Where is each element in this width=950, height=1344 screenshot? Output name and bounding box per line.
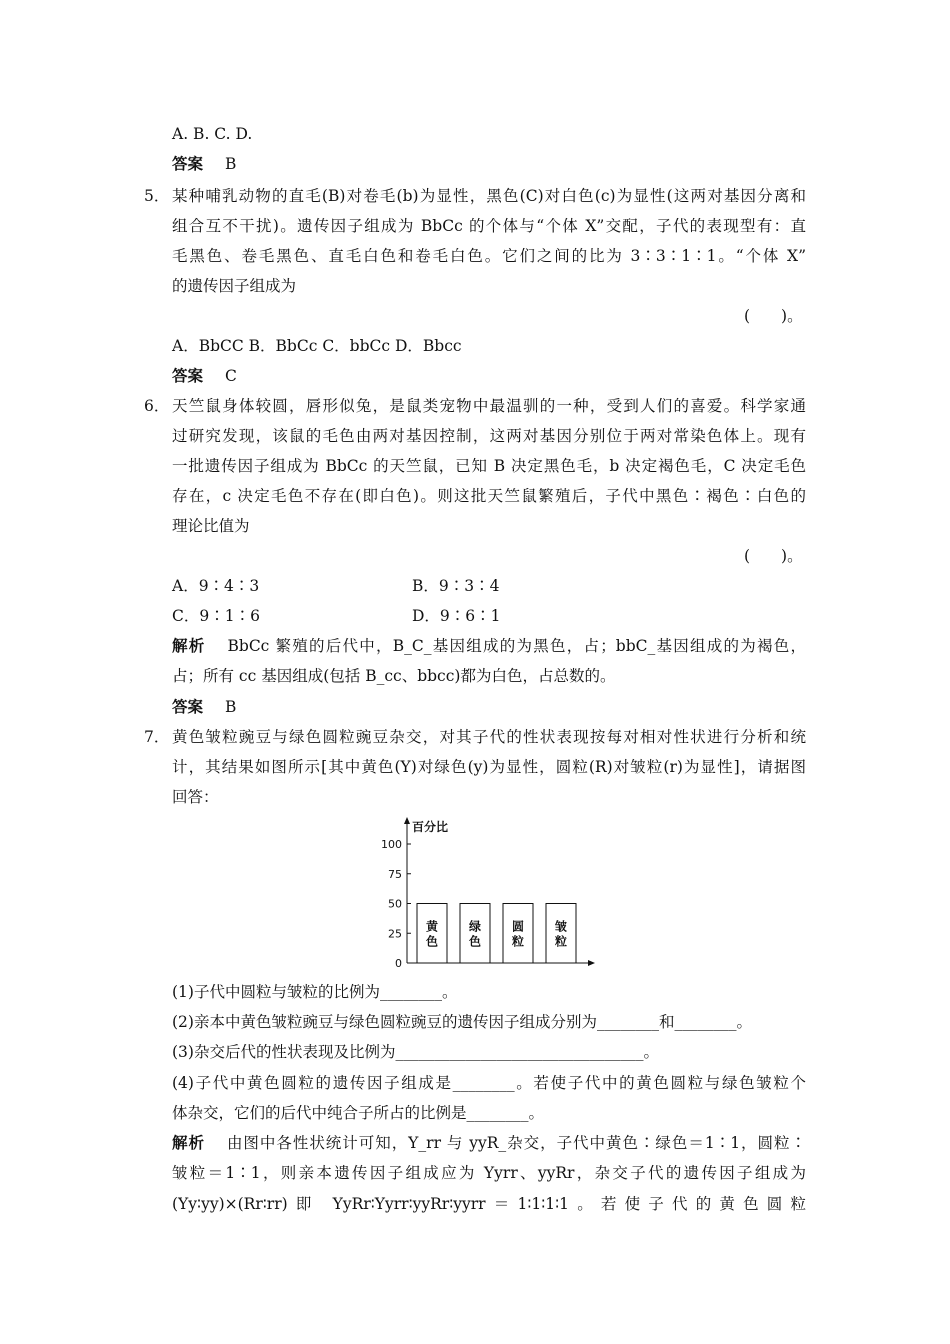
q5-options: A．BbCC B．BbCc C．bbCc D．Bbcc <box>172 337 462 355</box>
q6-line: 存在，c 决定毛色不存在(即白色)。则这批天竺鼠繁殖后，子代中黑色∶褐色∶白色的 <box>172 487 806 505</box>
answer-value: B <box>225 155 237 173</box>
chart-bar-label: 绿 <box>468 919 482 934</box>
q6-analysis-line: 占；所有 cc 基因组成(包括 B_cc、bbcc)都为白色，占总数的。 <box>172 667 616 685</box>
analysis-label: 解析 <box>172 636 206 655</box>
q6-line: 理论比值为 <box>172 517 250 535</box>
q6-number: 6． <box>144 397 170 415</box>
analysis-label: 解析 <box>172 1133 205 1152</box>
chart-bar-绿色 <box>460 904 490 964</box>
chart-bar-皱粒 <box>546 904 576 964</box>
q6-paren: ( )。 <box>744 547 803 565</box>
answer-value: B <box>225 698 237 716</box>
answer-value: C <box>225 367 237 385</box>
previous-options: A. B. C. D. <box>172 125 253 143</box>
q7-sub4-line: (4)子代中黄色圆粒的遗传因子组成是________。若使子代中的黄色圆粒与绿色皱粒个 <box>172 1074 806 1092</box>
percentage-bar-chart <box>372 814 604 974</box>
chart-bar-label: 粒 <box>554 934 568 949</box>
q6-option-a: A．9∶4∶3 <box>172 577 260 595</box>
q5-answer <box>172 366 237 386</box>
q6-line: 过研究发现，该鼠的毛色由两对基因控制，这两对基因分别位于两对常染色体上。现有 <box>172 427 806 445</box>
chart-bar-label: 圆 <box>511 919 525 934</box>
q7-sub4-line: 体杂交，它们的后代中纯合子所占的比例是________。 <box>172 1104 545 1122</box>
q7-analysis-line: (Yy∶yy)×(Rr∶rr)即 YyRr∶Yyrr∶yyRr∶yyrr＝1∶1∶1∶1。若使子代的黄色圆粒 <box>172 1195 806 1213</box>
chart-bar-黄色 <box>417 904 447 964</box>
chart-bar-label: 色 <box>468 934 482 949</box>
answer-label: 答案 <box>172 697 204 716</box>
q6-option-b: B．9∶3∶4 <box>412 577 500 595</box>
answer-label: 答案 <box>172 154 204 173</box>
chart-y-tick-label: 25 <box>388 927 402 941</box>
q5-line: 毛黑色、卷毛黑色、直毛白色和卷毛白色。它们之间的比为 3∶3∶1∶1。“个体 X” <box>172 247 806 265</box>
q5-line: 组合互不干扰)。遗传因子组成为 BbCc 的个体与“个体 X”交配，子代的表现型有：直 <box>172 217 806 235</box>
q7-sub1: (1)子代中圆粒与皱粒的比例为________。 <box>172 983 458 1001</box>
q7-sub3: (3)杂交后代的性状表现及比例为________________________________。 <box>172 1043 659 1061</box>
answer-label: 答案 <box>172 366 204 385</box>
q6-analysis-line: 解析 BbCc 繁殖的后代中，B_C_基因组成的为黑色，占；bbC_基因组成的为褐色， <box>172 636 806 655</box>
q6-line: 天竺鼠身体较圆，唇形似兔，是鼠类宠物中最温驯的一种，受到人们的喜爱。科学家通 <box>172 397 806 415</box>
chart-y-label: 百分比 <box>412 820 449 834</box>
previous-answer <box>172 154 236 174</box>
chart-bar-label: 黄 <box>425 919 439 934</box>
q7-line: 计，其结果如图所示[其中黄色(Y)对绿色(y)为显性，圆粒(R)对皱粒(r)为显性]，请据图 <box>172 758 806 776</box>
q6-answer <box>172 697 236 717</box>
chart-y-tick-label: 100 <box>381 838 402 851</box>
q5-line: 某种哺乳动物的直毛(B)对卷毛(b)为显性，黑色(C)对白色(c)为显性(这两对基因分离和 <box>172 187 806 205</box>
q7-number: 7． <box>144 728 170 746</box>
q7-sub2: (2)亲本中黄色皱粒豌豆与绿色圆粒豌豆的遗传因子组成分别为________和________。 <box>172 1013 752 1031</box>
q7-line: 回答： <box>172 788 219 806</box>
q7-analysis-line: 皱粒＝1∶1，则亲本遗传因子组成应为 Yyrr、yyRr，杂交子代的遗传因子组成为 <box>172 1164 806 1182</box>
chart-x-axis-arrow <box>588 960 595 966</box>
q7-analysis-line: 解析 由图中各性状统计可知，Y_rr 与 yyR_杂交，子代中黄色∶绿色＝1∶1，圆粒∶ <box>172 1133 806 1152</box>
chart-bar-label: 粒 <box>511 934 525 949</box>
chart-y-tick-label: 0 <box>395 957 402 970</box>
chart-y-tick-label: 75 <box>388 867 402 881</box>
chart-bar-圆粒 <box>503 904 533 964</box>
q6-line: 一批遗传因子组成为 BbCc 的天竺鼠，已知 B 决定黑色毛，b 决定褐色毛，C 决定毛色 <box>172 457 806 475</box>
chart-bar-label: 皱 <box>554 919 568 934</box>
q5-paren: ( )。 <box>744 307 803 325</box>
q5-line: 的遗传因子组成为 <box>172 277 297 295</box>
q6-option-d: D．9∶6∶1 <box>412 607 501 625</box>
q7-line: 黄色皱粒豌豆与绿色圆粒豌豆杂交，对其子代的性状表现按每对相对性状进行分析和统 <box>172 728 806 746</box>
chart-y-tick-label: 50 <box>388 897 402 911</box>
chart-y-axis-arrow <box>404 817 410 824</box>
q6-option-c: C．9∶1∶6 <box>172 607 260 625</box>
q5-number: 5． <box>144 187 170 205</box>
chart-bar-label: 色 <box>425 934 439 949</box>
